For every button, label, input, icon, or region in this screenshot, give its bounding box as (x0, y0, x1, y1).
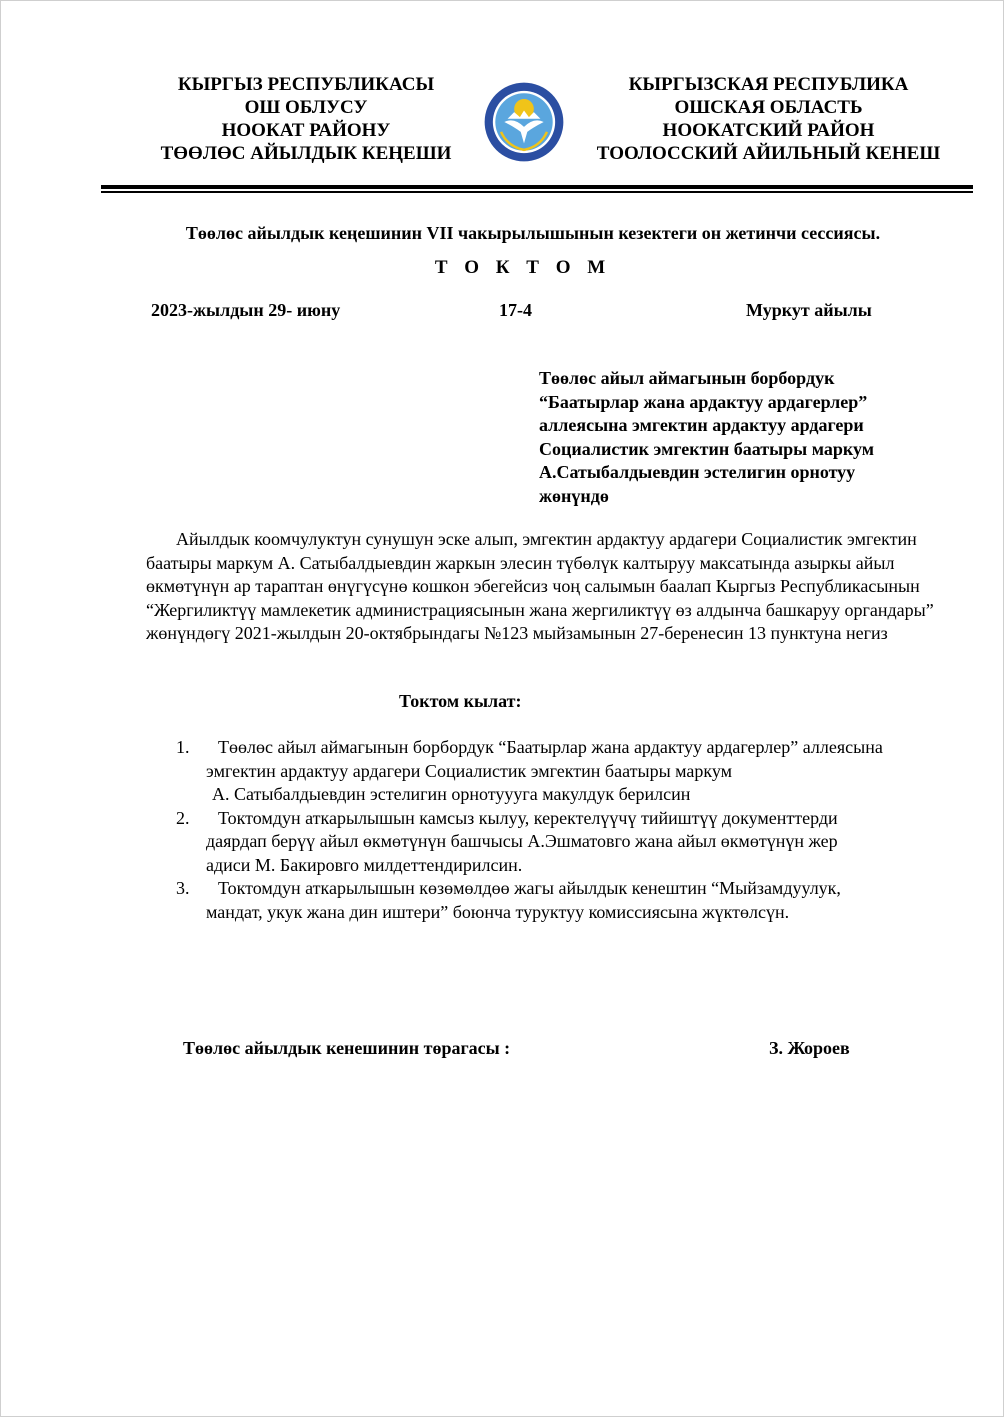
header-line: ОШ ОБЛУСУ (244, 97, 368, 118)
resolution-list (176, 736, 976, 924)
signature-name: З. Жороев (769, 1038, 850, 1058)
header-line: НООКАТСКИЙ РАЙОН (662, 120, 875, 141)
preamble-line: №123 мыйзамынын 27-беренесин 13 пунктуна негиз (484, 623, 888, 643)
item-line: даярдап берүү айыл өкмөтүнүн башчысы А.Эшматовго жана айыл өкмөтүнүн жер (206, 831, 838, 851)
item-number: 3. (176, 878, 190, 898)
subject-line: Төөлөс айыл аймагынын борбордук (539, 368, 835, 388)
state-emblem-icon (483, 81, 565, 163)
document-type: Т О К Т О М (434, 257, 612, 278)
item-line: Токтомдун аткарылышын көзөмөлдөө жагы айылдык кенештин “Мыйзамдуулук, (218, 878, 841, 898)
header-line: ТӨӨЛӨС АЙЫЛДЫК КЕҢЕШИ (160, 143, 452, 164)
preamble-line: эмгектин баатыры маркум А. Сатыбалдыевдин жаркын элесин түбөлүк калтыруу максатында (146, 529, 917, 573)
list-item (176, 807, 976, 878)
header-rule-thick (101, 185, 973, 189)
document-place: Муркут айылы (746, 300, 872, 320)
item-line: Токтомдун аткарылышын камсыз кылуу, керектелүүчү тийиштүү документтерди (218, 807, 838, 828)
item-line: адиси М. Бакировго милдеттендирилсин. (206, 854, 523, 875)
list-item (176, 877, 976, 924)
header-line: ТООЛОССКИЙ АЙИЛЬНЫЙ КЕНЕШ (596, 143, 941, 164)
header-line: ОШСКАЯ ОБЛАСТЬ (674, 97, 863, 118)
preamble-line: жергиликтүү өз алдынча башкаруу органдары” жөнүндөгү 2021-жылдын 20-октябрындагы (146, 599, 934, 643)
subject-line: А.Сатыбалдыевдин эстелигин орнотуу (539, 462, 856, 482)
header-russian (576, 73, 961, 165)
item-line: эмгектин ардактуу ардагери Социалистик эмгектин баатыры маркум (206, 760, 733, 781)
preamble-line: Айылдык коомчулуктун сунушун эске алып, эмгектин ардактуу ардагери Социалистик (176, 529, 843, 549)
item-line: А. Сатыбалдыевдин эстелигин орнотуууга макулдук берилсин (212, 784, 691, 804)
item-line: мандат, укук жана дин иштери” боюнча туруктуу комиссиясына жүктөлсүн. (206, 901, 790, 922)
subject-line: жөнүндө (539, 485, 609, 506)
preamble-line: азыркы айыл өкмөтүнүн ар тараптан өнүгүсүнө кошкон эбегейсиз чоң салымын баалап (146, 552, 895, 596)
preamble-paragraph (146, 528, 966, 646)
subject-line: аллеясына эмгектин ардактуу ардагери (539, 415, 864, 435)
session-title: Төөлөс айылдык кеңешинин VII чакырылышынын кезектеги он жетинчи сессиясы. (185, 223, 881, 243)
item-number: 1. (176, 737, 190, 757)
subject-block (539, 367, 939, 508)
resolves-heading: Токтом кылат: (399, 691, 522, 711)
list-item (176, 736, 976, 807)
document-date: 2023-жылдын 29- июну (151, 300, 341, 320)
preamble-line: Кыргыз Республикасынын “Жергиликтүү мамлекетик администрациясынын жана (146, 576, 920, 620)
header-line: КЫРГЫЗСКАЯ РЕСПУБЛИКА (628, 74, 909, 95)
header-kyrgyz (141, 73, 471, 165)
subject-line: Социалистик эмгектин баатыры маркум (539, 438, 874, 459)
item-line: Төөлөс айыл аймагынын борбордук “Баатырлар жана ардактуу ардагерлер” аллеясына (218, 737, 883, 757)
header-line: КЫРГЫЗ РЕСПУБЛИКАСЫ (177, 74, 435, 95)
subject-line: “Баатырлар жана ардактуу ардагерлер” (539, 391, 868, 412)
document-number: 17-4 (499, 300, 532, 320)
signature-title: Төөлөс айылдык кенешинин төрагасы : (183, 1038, 511, 1058)
header-line: НООКАТ РАЙОНУ (221, 120, 391, 141)
item-number: 2. (176, 807, 190, 828)
header-rule-thin (101, 191, 973, 193)
